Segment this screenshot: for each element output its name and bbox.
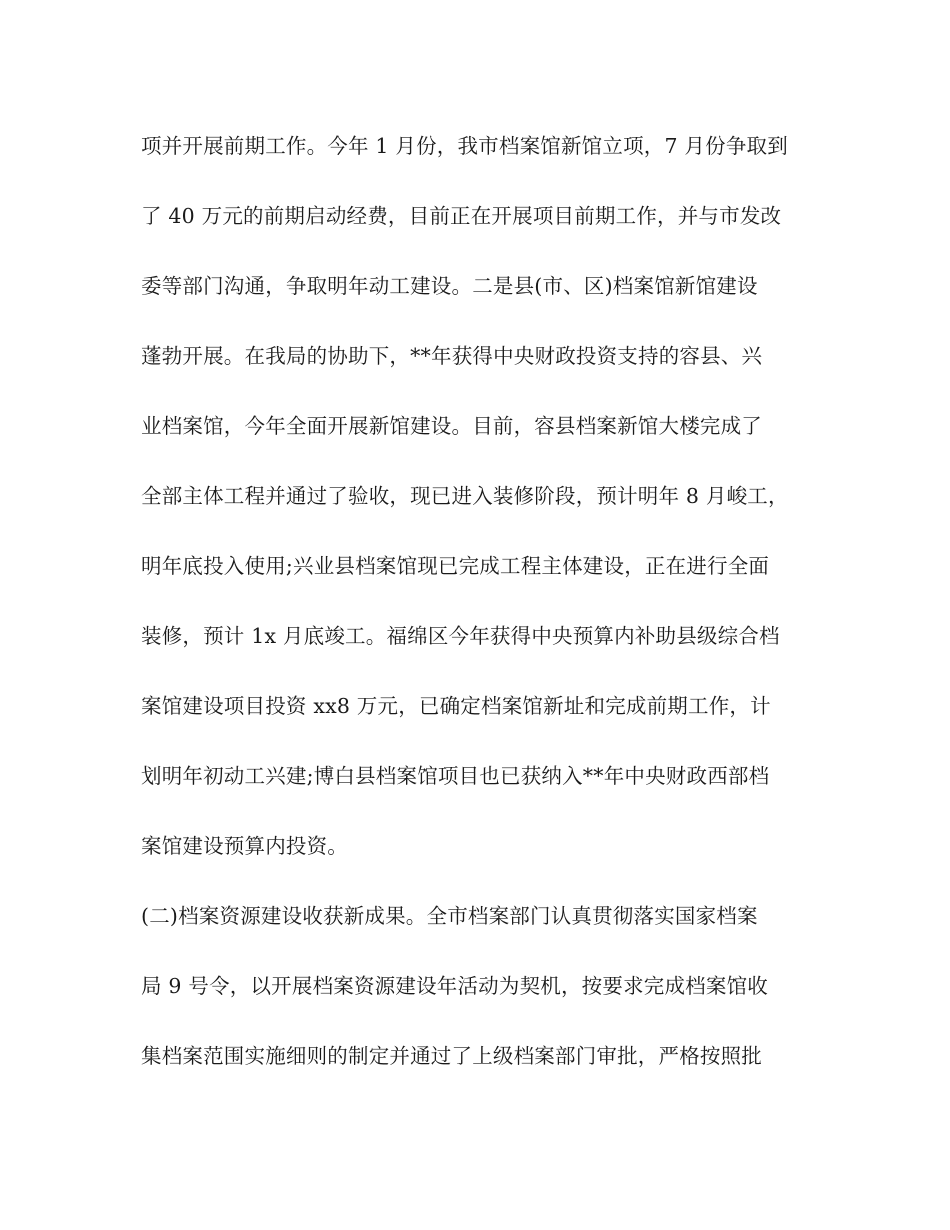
text-line-13: 局 9 号令，以开展档案资源建设年活动为契机，按要求完成档案馆收 (141, 974, 768, 998)
text-line-9: 案馆建设项目投资 xx8 万元，已确定档案馆新址和完成前期工作，计 (141, 694, 771, 718)
text-line-12: (二)档案资源建设收获新成果。全市档案部门认真贯彻落实国家档案 (141, 904, 758, 928)
text-line-10: 划明年初动工兴建;博白县档案馆项目也已获纳入**年中央财政西部档 (141, 764, 770, 788)
text-line-1: 项并开展前期工作。今年 1 月份，我市档案馆新馆立项，7 月份争取到 (141, 134, 788, 158)
text-line-7: 明年底投入使用;兴业县档案馆现已完成工程主体建设，正在进行全面 (141, 554, 770, 578)
text-line-4: 蓬勃开展。在我局的协助下，**年获得中央财政投资支持的容县、兴 (141, 344, 763, 368)
text-line-3: 委等部门沟通，争取明年动工建设。二是县(市、区)档案馆新馆建设 (141, 274, 758, 298)
text-line-5: 业档案馆，今年全面开展新馆建设。目前，容县档案新馆大楼完成了 (141, 414, 762, 438)
text-line-11: 案馆建设预算内投资。 (141, 834, 348, 858)
text-line-8: 装修，预计 1x 月底竣工。福绵区今年获得中央预算内补助县级综合档 (141, 624, 780, 648)
text-line-6: 全部主体工程并通过了验收，现已进入装修阶段，预计明年 8 月峻工， (141, 484, 789, 508)
text-line-2: 了 40 万元的前期启动经费，目前正在开展项目前期工作，并与市发改 (141, 204, 782, 228)
text-line-14: 集档案范围实施细则的制定并通过了上级档案部门审批，严格按照批 (141, 1044, 762, 1068)
